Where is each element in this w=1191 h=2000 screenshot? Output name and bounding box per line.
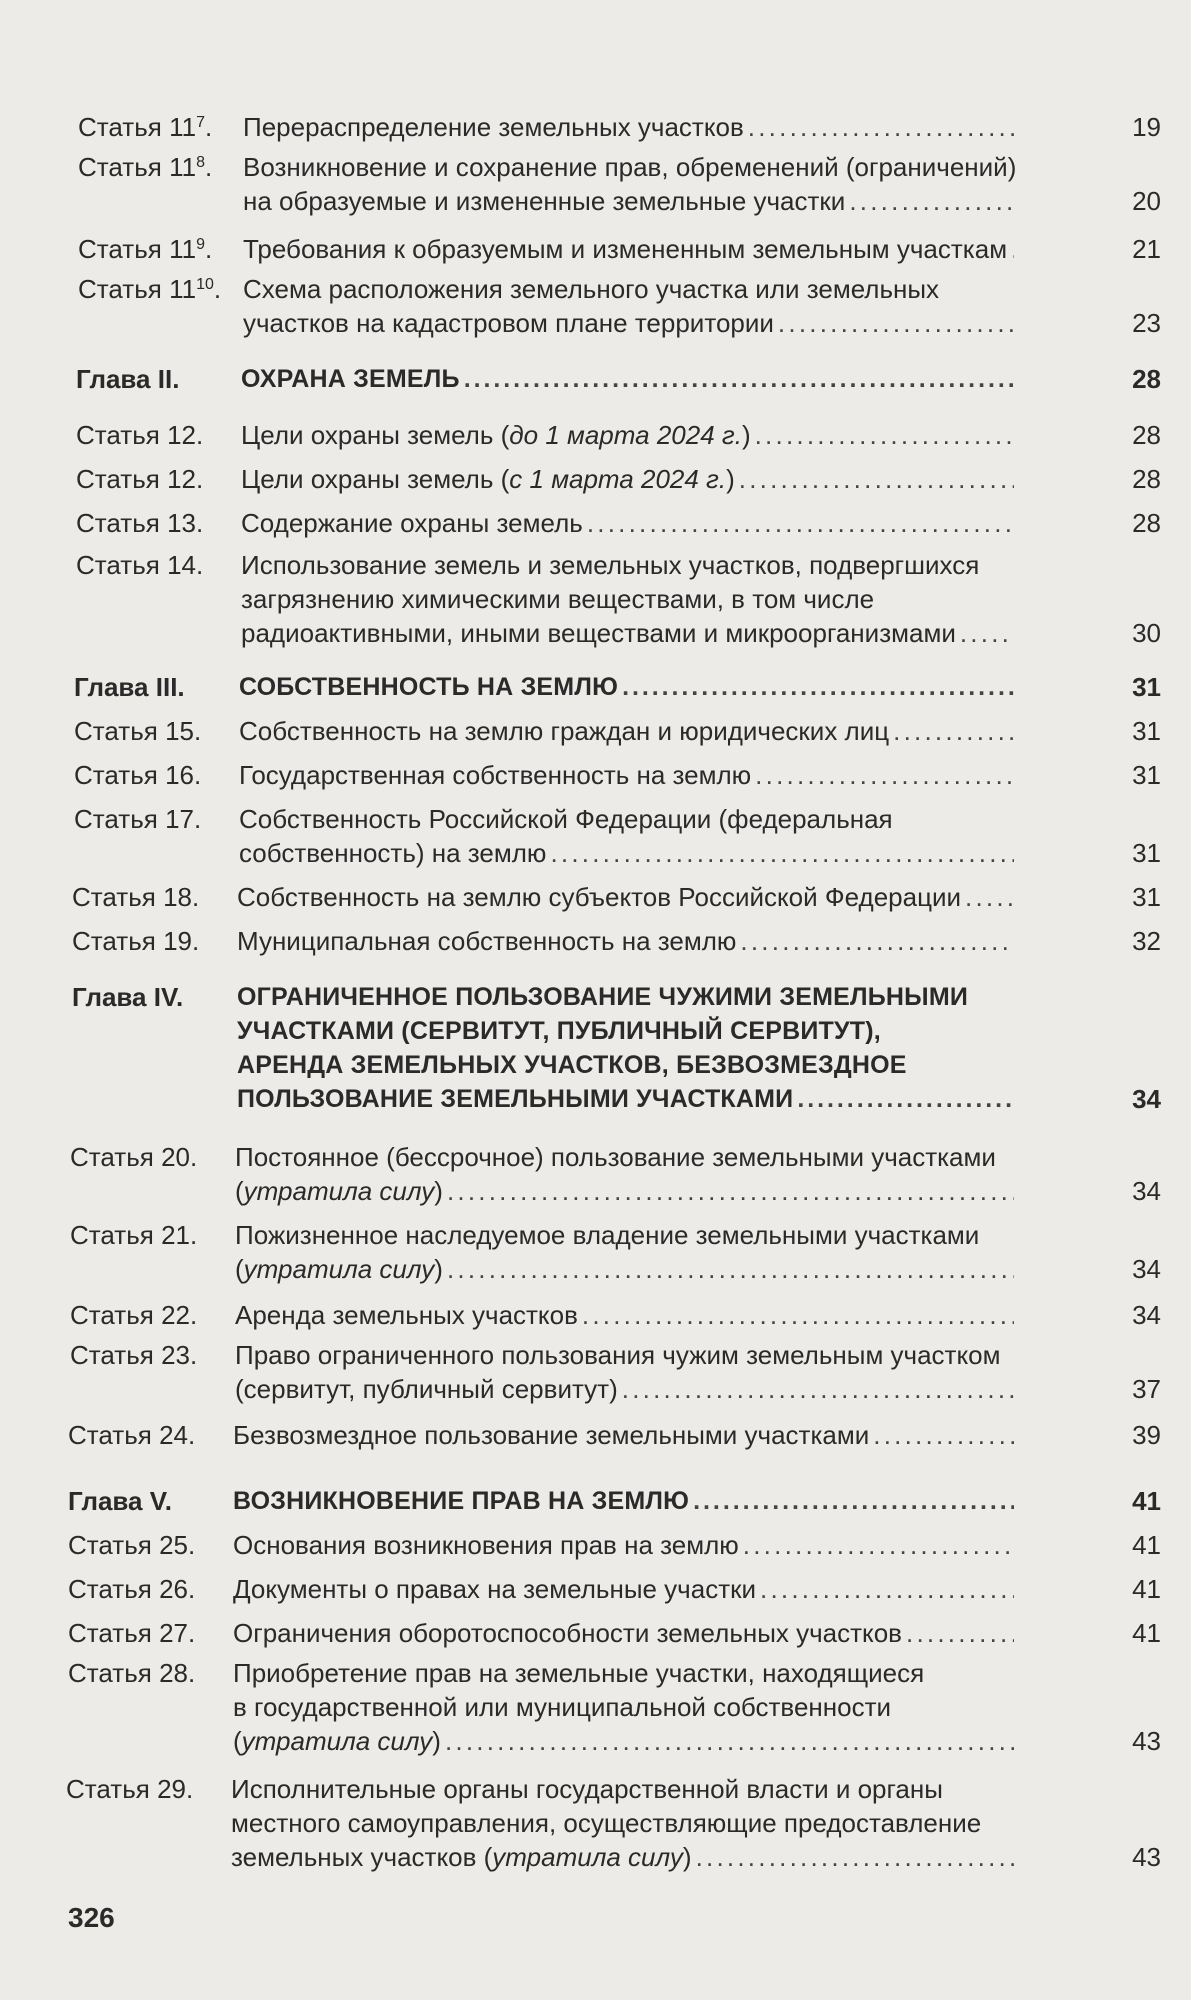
- entry-title-text-wrap: [239, 836, 546, 870]
- entry-title-text: Собственность на землю субъектов Российской Федерации: [237, 882, 962, 912]
- entry-note: до 1 марта 2024 г.: [509, 420, 742, 450]
- entry-title-text-wrap: [237, 1082, 793, 1116]
- entry-title: [235, 1140, 1020, 1208]
- entry-page-number: 34: [1132, 1176, 1161, 1206]
- entry-page-number: 28: [1132, 508, 1161, 538]
- entry-title-text: Постоянное (бессрочное) пользование земельными участками: [235, 1142, 996, 1172]
- entry-title-text: Муниципальная собственность на землю: [237, 926, 737, 956]
- dot-leader: [696, 1840, 1014, 1874]
- entry-label-number: 29.: [157, 1774, 194, 1804]
- entry-title-text-wrap: (утратила силу): [235, 1176, 443, 1206]
- entry-label-suffix: .: [204, 112, 213, 142]
- entry-label-word: Статья: [72, 926, 156, 956]
- entry-title: [231, 1772, 1020, 1874]
- entry-label-word: Статья: [76, 420, 160, 450]
- entry-title-text: Цели охраны земель: [241, 420, 494, 450]
- entry-page-number: 37: [1132, 1374, 1161, 1404]
- entry-title-line: [235, 1372, 1020, 1406]
- entry-title-text-wrap: [243, 184, 845, 218]
- entry-label: [70, 1218, 197, 1252]
- entry-title-line: [237, 924, 1020, 958]
- entry-title: [237, 924, 1020, 958]
- entry-label-word: Статья: [70, 1340, 154, 1370]
- entry-note: утратила силу: [243, 1176, 435, 1206]
- entry-title: [241, 506, 1020, 540]
- entry-label-word: Глава: [76, 364, 151, 394]
- entry-title-text-wrap: (утратила силу): [233, 1726, 441, 1756]
- entry-label-word: Статья: [70, 1220, 154, 1250]
- entry-label-word: Глава: [72, 982, 147, 1012]
- dot-leader: [797, 1082, 1014, 1116]
- entry-label: [74, 714, 201, 748]
- entry-title-line: [241, 418, 1020, 452]
- dot-leader: [755, 418, 1014, 452]
- entry-title-line: [233, 1616, 1020, 1650]
- entry-title-text: Требования к образуемым и измененным земельным участкам: [243, 234, 1008, 264]
- dot-leader: [587, 506, 1014, 540]
- page-number: 326: [68, 1902, 115, 1933]
- entry-page-number: 31: [1132, 760, 1161, 790]
- entry-title-line: [241, 462, 1020, 496]
- entry-title: [243, 110, 1020, 144]
- entry-label: [78, 232, 212, 266]
- entry-title-line: [233, 1418, 1020, 1452]
- entry-title-line: [243, 184, 1020, 218]
- entry-page-number: 23: [1132, 308, 1161, 338]
- entry-label: [68, 1418, 195, 1452]
- dot-leader: [960, 616, 1014, 650]
- entry-title-line: [231, 1840, 1020, 1874]
- entry-label-superscript: 7: [196, 114, 205, 131]
- entry-title-line: [237, 880, 1020, 914]
- entry-page-number: 34: [1132, 1300, 1161, 1330]
- entry-title-text: в государственной или муниципальной собственности: [233, 1692, 892, 1722]
- entry-title-line: [235, 1298, 1020, 1332]
- entry-page-number: 30: [1132, 618, 1161, 648]
- entry-title-line: [233, 1724, 1020, 1758]
- entry-page-number: 31: [1132, 672, 1161, 702]
- entry-page-number: 21: [1132, 234, 1161, 264]
- entry-label: [72, 880, 199, 914]
- entry-title-text-wrap: [233, 1418, 869, 1452]
- entry-title-line: [237, 1082, 1020, 1116]
- entry-label-word: Статья: [68, 1530, 152, 1560]
- dot-leader: [965, 880, 1014, 914]
- entry-title: [243, 232, 1020, 266]
- entry-label-word: Статья: [78, 234, 162, 264]
- entry-title-text: Безвозмездное пользование земельными участками: [233, 1420, 870, 1450]
- entry-label-word: Статья: [70, 1300, 154, 1330]
- entry-title-text-wrap: [233, 1616, 902, 1650]
- entry-label-number: 28.: [159, 1658, 196, 1688]
- entry-title-text: СОБСТВЕННОСТЬ НА ЗЕМЛЮ: [239, 673, 619, 701]
- entry-label-word: Статья: [72, 882, 156, 912]
- entry-title: [239, 714, 1020, 748]
- entry-label-word: Статья: [78, 112, 162, 142]
- entry-title-text: ОХРАНА ЗЕМЕЛЬ: [241, 365, 460, 393]
- entry-title-text-wrap: (утратила силу): [235, 1254, 443, 1284]
- entry-page-number: 41: [1132, 1618, 1161, 1648]
- entry-title-text-wrap: [239, 714, 889, 748]
- dot-leader: [906, 1616, 1014, 1650]
- entry-label: [76, 418, 203, 452]
- entry-label: [72, 980, 183, 1014]
- dot-leader: [622, 1372, 1014, 1406]
- entry-title: [233, 1418, 1020, 1452]
- entry-title: [239, 802, 1020, 870]
- dot-leader: [739, 462, 1014, 496]
- entry-label-word: Статья: [68, 1658, 152, 1688]
- entry-note: с 1 марта 2024 г.: [509, 464, 727, 494]
- entry-title-text-wrap: [237, 924, 736, 958]
- entry-label-suffix: .: [213, 274, 222, 304]
- entry-label: [76, 362, 179, 396]
- entry-label-number: 12.: [167, 420, 204, 450]
- entry-label: [66, 1772, 193, 1806]
- entry-page-number: 32: [1132, 926, 1161, 956]
- entry-label-word: Статья: [68, 1618, 152, 1648]
- entry-label-word: Статья: [66, 1774, 150, 1804]
- entry-page-number: 19: [1132, 112, 1161, 142]
- entry-page-number: 43: [1132, 1726, 1161, 1756]
- entry-title-line: [233, 1690, 1020, 1724]
- entry-title-text: Цели охраны земель: [241, 464, 494, 494]
- entry-title-line: [239, 714, 1020, 748]
- entry-page-number: 31: [1132, 882, 1161, 912]
- entry-page-number: 28: [1132, 464, 1161, 494]
- entry-page-number: 39: [1132, 1420, 1161, 1450]
- entry-title-line: [239, 836, 1020, 870]
- entry-title-text: Основания возникновения прав на землю: [233, 1530, 739, 1560]
- entry-label: [74, 670, 185, 704]
- entry-title-text: Право ограниченного пользования чужим земельным участком: [235, 1340, 1001, 1370]
- entry-label-number: 11: [169, 152, 197, 182]
- entry-label-number: 25.: [159, 1530, 196, 1560]
- entry-label-number: 22.: [161, 1300, 198, 1330]
- entry-label: [76, 506, 203, 540]
- entry-title-text-wrap: [237, 880, 961, 914]
- dot-leader: [760, 1572, 1014, 1606]
- entry-title: [239, 670, 1020, 704]
- entry-title-text: УЧАСТКАМИ (СЕРВИТУТ, ПУБЛИЧНЫЙ СЕРВИТУТ),: [237, 1017, 881, 1045]
- entry-title: [233, 1616, 1020, 1650]
- entry-note: утратила силу: [492, 1842, 683, 1872]
- entry-label-word: Статья: [78, 152, 162, 182]
- entry-title: [235, 1218, 1020, 1286]
- entry-label-number: 21.: [161, 1220, 198, 1250]
- entry-label-number: 13.: [167, 508, 204, 538]
- entry-title-text-wrap: Цели охраны земель (с 1 марта 2024 г.): [241, 464, 735, 494]
- entry-label: [78, 150, 212, 184]
- entry-title: [235, 1338, 1020, 1406]
- entry-label-superscript: 8: [196, 154, 205, 171]
- dot-leader: [743, 1528, 1014, 1562]
- entry-label-number: 14.: [167, 550, 204, 580]
- entry-label-number: V.: [149, 1486, 172, 1516]
- entry-title-text-wrap: [233, 1528, 739, 1562]
- entry-note: утратила силу: [243, 1254, 435, 1284]
- entry-title-line: [233, 1656, 1020, 1690]
- entry-title-line: [237, 1048, 1020, 1082]
- entry-label-superscript: 10: [196, 276, 214, 293]
- entry-title-line: [235, 1174, 1020, 1208]
- dot-leader: [740, 924, 1014, 958]
- entry-title-line: [241, 362, 1020, 396]
- entry-title-text: Перераспределение земельных участков: [243, 112, 744, 142]
- entry-title-text: собственность) на землю: [239, 838, 547, 868]
- entry-title-line: [231, 1806, 1020, 1840]
- entry-label-number: 12.: [167, 464, 204, 494]
- entry-title: [241, 362, 1020, 396]
- entry-title-text: Собственность Российской Федерации (федеральная: [239, 804, 893, 834]
- entry-title-text-wrap: [241, 506, 583, 540]
- entry-title-text-wrap: [233, 1484, 689, 1518]
- entry-label: [76, 462, 203, 496]
- entry-title-text-wrap: [243, 232, 1007, 266]
- entry-title-text: ПОЛЬЗОВАНИЕ ЗЕМЕЛЬНЫМИ УЧАСТКАМИ: [237, 1085, 794, 1113]
- entry-label-word: Статья: [76, 550, 160, 580]
- entry-label: [68, 1656, 195, 1690]
- entry-title-line: [243, 272, 1020, 306]
- entry-label-word: Глава: [68, 1486, 143, 1516]
- entry-label-word: Статья: [74, 760, 158, 790]
- entry-title-text: Государственная собственность на землю: [239, 760, 752, 790]
- entry-title-text: АРЕНДА ЗЕМЕЛЬНЫХ УЧАСТКОВ, БЕЗВОЗМЕЗДНОЕ: [237, 1051, 907, 1079]
- entry-note: утратила силу: [241, 1726, 433, 1756]
- entry-title-text-wrap: [243, 306, 774, 340]
- dot-leader: [447, 1252, 1014, 1286]
- entry-title-text-wrap: Цели охраны земель (до 1 марта 2024 г.): [241, 420, 751, 450]
- entry-title-line: [239, 670, 1020, 704]
- dot-leader: [893, 714, 1014, 748]
- entry-label-number: 16.: [165, 760, 202, 790]
- dot-leader: [748, 110, 1014, 144]
- dot-leader: [447, 1174, 1014, 1208]
- entry-title-line: [241, 548, 1020, 582]
- entry-title-line: [233, 1484, 1020, 1518]
- entry-label: [70, 1338, 197, 1372]
- entry-title-text: Аренда земельных участков: [235, 1300, 578, 1330]
- entry-page-number: 20: [1132, 186, 1161, 216]
- entry-title: [233, 1656, 1020, 1758]
- dot-leader: [693, 1484, 1014, 1518]
- entry-label: [68, 1528, 195, 1562]
- entry-title-text-wrap: земельных участков (утратила силу): [231, 1842, 692, 1872]
- entry-title: [239, 758, 1020, 792]
- entry-label: [74, 758, 201, 792]
- entry-title-line: [235, 1252, 1020, 1286]
- entry-title-line: [231, 1772, 1020, 1806]
- entry-label-number: III.: [155, 672, 185, 702]
- entry-label: [72, 924, 199, 958]
- entry-page-number: 41: [1132, 1486, 1161, 1516]
- entry-page-number: 28: [1132, 420, 1161, 450]
- entry-label-word: Статья: [74, 804, 158, 834]
- entry-title-text: Ограничения оборотоспособности земельных участков: [233, 1618, 902, 1648]
- entry-page-number: 34: [1132, 1084, 1161, 1114]
- entry-title-line: [243, 306, 1020, 340]
- entry-label-word: Статья: [76, 508, 160, 538]
- entry-title-text: Использование земель и земельных участков, подвергшихся: [241, 550, 980, 580]
- entry-title-text-wrap: [235, 1372, 618, 1406]
- entry-label: [78, 110, 212, 144]
- entry-title-text: ОГРАНИЧЕННОЕ ПОЛЬЗОВАНИЕ ЧУЖИМИ ЗЕМЕЛЬНЫМИ: [237, 983, 969, 1011]
- entry-title-text: земельных участков: [231, 1842, 477, 1872]
- entry-title-text: Собственность на землю граждан и юридических лиц: [239, 716, 890, 746]
- entry-label-number: 11: [169, 112, 197, 142]
- entry-label: [70, 1298, 197, 1332]
- entry-title-text: Документы о правах на земельные участки: [233, 1574, 756, 1604]
- entry-label-number: 15.: [165, 716, 202, 746]
- entry-label: [68, 1484, 172, 1518]
- entry-title-line: [233, 1528, 1020, 1562]
- entry-title-text: Исполнительные органы государственной власти и органы: [231, 1774, 943, 1804]
- entry-label: [76, 548, 203, 582]
- entry-label-word: Статья: [68, 1574, 152, 1604]
- entry-title: [235, 1298, 1020, 1332]
- entry-title-text: местного самоуправления, осуществляющие предоставление: [231, 1808, 982, 1838]
- entry-label-number: 20.: [161, 1142, 198, 1172]
- entry-title: [241, 418, 1020, 452]
- dot-leader: [464, 362, 1014, 396]
- entry-label: [68, 1616, 195, 1650]
- entry-title-line: [237, 1014, 1020, 1048]
- entry-title: [233, 1572, 1020, 1606]
- entry-label: [68, 1572, 195, 1606]
- entry-title-text-wrap: [239, 670, 618, 704]
- dot-leader: [873, 1418, 1014, 1452]
- entry-label: [74, 802, 201, 836]
- entry-title-line: [241, 582, 1020, 616]
- dot-leader: [550, 836, 1014, 870]
- entry-title-line: [239, 802, 1020, 836]
- entry-title-text: Возникновение и сохранение прав, обременений (ограничений): [243, 152, 1017, 182]
- entry-label-number: II.: [157, 364, 180, 394]
- entry-title-text: ВОЗНИКНОВЕНИЕ ПРАВ НА ЗЕМЛЮ: [233, 1487, 690, 1515]
- entry-title: [237, 880, 1020, 914]
- entry-label-number: 18.: [163, 882, 200, 912]
- entry-label-number: 26.: [159, 1574, 196, 1604]
- entry-title-text-wrap: [241, 616, 956, 650]
- entry-label-suffix: .: [204, 152, 213, 182]
- entry-page-number: 31: [1132, 838, 1161, 868]
- entry-title-text-wrap: [243, 110, 744, 144]
- dot-leader: [445, 1724, 1014, 1758]
- entry-title: [233, 1528, 1020, 1562]
- entry-label-word: Статья: [68, 1420, 152, 1450]
- entry-label-suffix: .: [204, 234, 213, 264]
- entry-title-text: Схема расположения земельного участка или земельных: [243, 274, 940, 304]
- entry-title-text-wrap: [233, 1572, 756, 1606]
- dot-leader: [1011, 232, 1014, 266]
- entry-title-line: [235, 1218, 1020, 1252]
- entry-title-line: [237, 980, 1020, 1014]
- entry-title-text-wrap: [241, 362, 460, 396]
- entry-title-text: (сервитут, публичный сервитут): [235, 1374, 618, 1404]
- entry-title-text: на образуемые и измененные земельные участки: [243, 186, 846, 216]
- entry-title-line: [243, 232, 1020, 266]
- entry-label-number: 23.: [161, 1340, 198, 1370]
- entry-label-word: Статья: [78, 274, 162, 304]
- entry-page-number: 41: [1132, 1574, 1161, 1604]
- entry-page-number: 41: [1132, 1530, 1161, 1560]
- entry-title-line: [233, 1572, 1020, 1606]
- entry-label: [70, 1140, 197, 1174]
- dot-leader: [622, 670, 1014, 704]
- entry-label-number: 19.: [163, 926, 200, 956]
- entry-title: [233, 1484, 1020, 1518]
- entry-title: [237, 980, 1020, 1116]
- entry-label: [78, 272, 221, 306]
- entry-title-text: Пожизненное наследуемое владение земельными участками: [235, 1220, 980, 1250]
- entry-label-number: 11: [169, 274, 197, 304]
- entry-title-line: [239, 758, 1020, 792]
- entry-title-text: Приобретение прав на земельные участки, находящиеся: [233, 1658, 925, 1688]
- entry-page-number: 28: [1132, 364, 1161, 394]
- entry-title-text: радиоактивными, иными веществами и микроорганизмами: [241, 618, 956, 648]
- entry-label-superscript: 9: [196, 236, 205, 253]
- entry-title-text: загрязнению химическими веществами, в том числе: [241, 584, 875, 614]
- entry-title-text-wrap: [235, 1298, 578, 1332]
- entry-title-line: [241, 506, 1020, 540]
- entry-page-number: 34: [1132, 1254, 1161, 1284]
- entry-label-word: Статья: [70, 1142, 154, 1172]
- entry-label-number: IV.: [153, 982, 184, 1012]
- entry-title-line: [235, 1140, 1020, 1174]
- entry-title-line: [241, 616, 1020, 650]
- entry-page-number: 43: [1132, 1842, 1161, 1872]
- entry-page-number: 31: [1132, 716, 1161, 746]
- entry-title: [241, 548, 1020, 650]
- entry-title-text-wrap: [239, 758, 751, 792]
- entry-title: [243, 150, 1020, 218]
- entry-label-word: Статья: [74, 716, 158, 746]
- entry-title-text: участков на кадастровом плане территории: [243, 308, 774, 338]
- entry-label-number: 27.: [159, 1618, 196, 1648]
- entry-title-line: [235, 1338, 1020, 1372]
- entry-title-text: Содержание охраны земель: [241, 508, 583, 538]
- dot-leader: [755, 758, 1014, 792]
- entry-label-number: 11: [169, 234, 197, 264]
- entry-label-word: Глава: [74, 672, 149, 702]
- entry-title-line: [243, 110, 1020, 144]
- dot-leader: [582, 1298, 1014, 1332]
- entry-title: [241, 462, 1020, 496]
- dot-leader: [778, 306, 1014, 340]
- entry-label-word: Статья: [76, 464, 160, 494]
- entry-label-number: 17.: [165, 804, 202, 834]
- entry-label-number: 24.: [159, 1420, 196, 1450]
- entry-title: [243, 272, 1020, 340]
- dot-leader: [849, 184, 1014, 218]
- entry-title-line: [243, 150, 1020, 184]
